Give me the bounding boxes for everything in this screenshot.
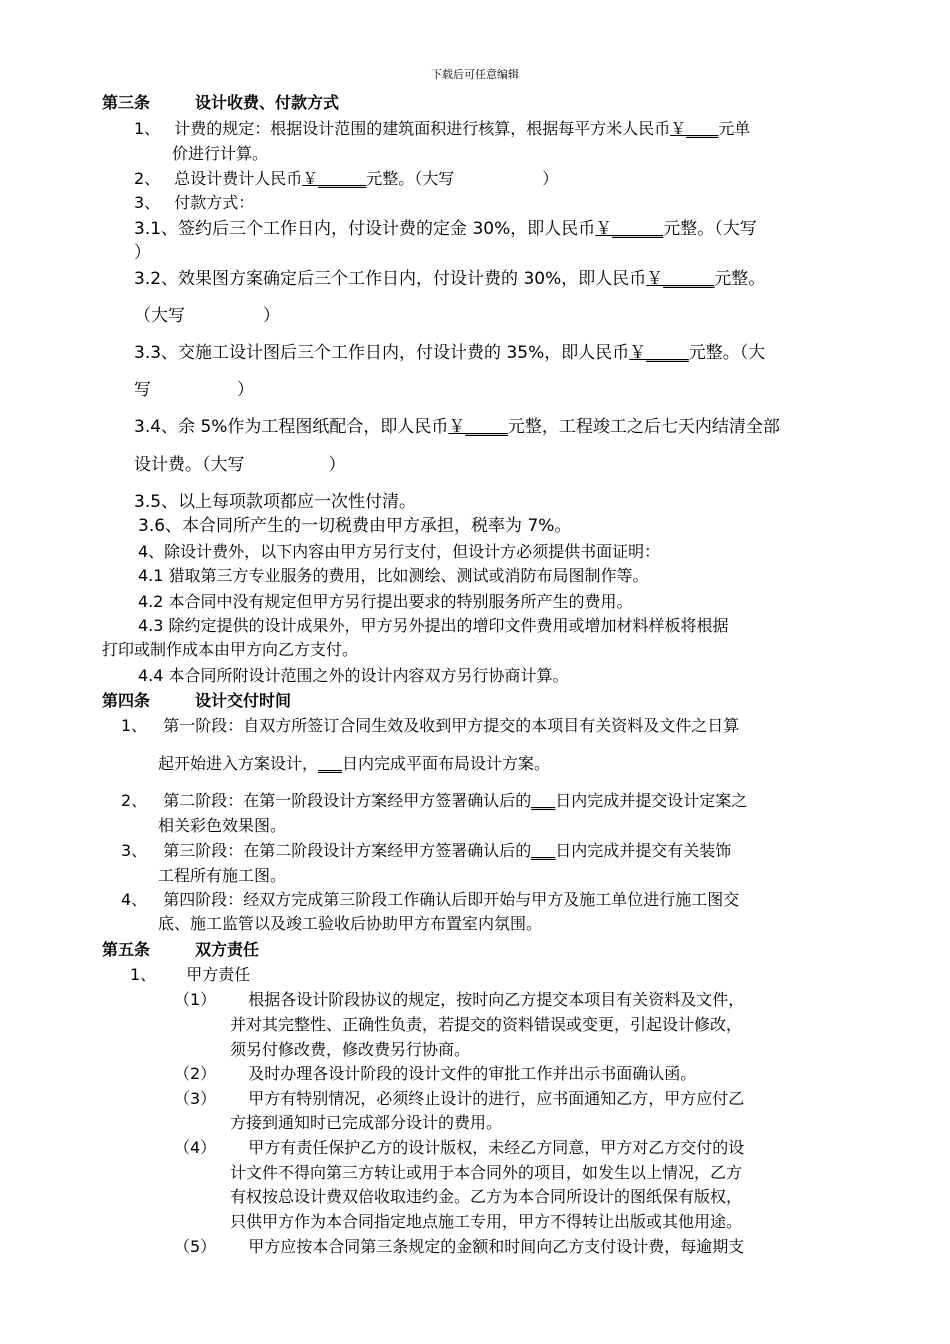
s3-para-3-1-amount-blank: ￥______ — [595, 219, 664, 239]
s5-resp-3-text: 甲方有特别情况，必须终止设计的进行，应书面通知乙方，甲方应付乙 — [248, 1089, 745, 1108]
s4-item-2-text: 第二阶段：在第一阶段设计方案经甲方签署确认后的 — [163, 791, 532, 810]
s5-resp-5-text: 甲方应按本合同第三条规定的金额和时间向乙方支付设计费，每逾期支 — [248, 1237, 745, 1256]
s5-resp-2-text: 及时办理各设计阶段的设计文件的审批工作并出示书面确认函。 — [248, 1064, 697, 1083]
s4-item-2-days-blank: ___ — [531, 791, 556, 810]
s4-item-1-line-2 — [158, 753, 550, 775]
s3-item-2-text: 总设计费计人民币 — [174, 169, 303, 188]
s4-item-2-line-1 — [121, 790, 747, 812]
s5-resp-4-number: （4） — [174, 1138, 217, 1157]
s3-item-2-close: ） — [542, 169, 559, 188]
s4-item-1-number: 1、 — [121, 716, 148, 735]
s3-para-4-1: 4.1 猎取第三方专业服务的费用，比如测绘、测试或消防布局图制作等。 — [138, 566, 649, 585]
s3-item-1-number: 1、 — [134, 119, 161, 138]
s3-para-4: 4、除设计费外，以下内容由甲方另行支付，但设计方必须提供书面证明： — [138, 542, 661, 561]
s3-item-1-amount-blank: ￥____ — [670, 119, 719, 138]
section-3-heading: 设计收费、付款方式 — [195, 93, 340, 112]
s5-resp-1-line-3: 须另付修改费，修改费另行协商。 — [230, 1040, 471, 1059]
s4-item-1-text-2: 起开始进入方案设计， — [158, 754, 319, 773]
s3-para-3-4-text-end: 元整，工程竣工之后七天内结清全部 — [507, 417, 780, 437]
s4-item-3-days-blank: ___ — [531, 841, 556, 860]
s4-item-3-text-end: 日内完成并提交有关装饰 — [555, 841, 732, 860]
s3-para-3-1-text-end: 元整。（大写 — [663, 219, 757, 239]
s3-para-3-4-close: ） — [328, 455, 346, 475]
s5-resp-1-line-2: 并对其完整性、正确性负责，若提交的资料错误或变更，引起设计修改， — [230, 1015, 743, 1034]
s4-item-3-line-1 — [121, 840, 731, 862]
s4-item-4-line-2: 底、施工监管以及竣工验收后协助甲方布置室内氛围。 — [158, 914, 543, 933]
s3-para-3-3-close: ） — [237, 380, 254, 400]
s4-item-4-text: 第四阶段：经双方完成第三阶段工作确认后即开始与甲方及施工单位进行施工图交 — [163, 890, 740, 909]
s3-para-3-4-line-2 — [134, 454, 346, 476]
s3-para-3-4-amount-blank: ￥_____ — [448, 417, 508, 437]
s3-para-3-3-amount-blank: ￥_____ — [629, 343, 689, 363]
s3-para-3-2-amount-blank: ￥______ — [646, 269, 715, 289]
section-5-title — [102, 939, 259, 961]
s3-para-4-4: 4.4 本合同所附设计范围之外的设计内容双方另行协商计算。 — [138, 666, 569, 685]
s3-para-3-4-line-1 — [134, 416, 780, 438]
s3-item-2 — [134, 168, 558, 190]
s3-para-3-4-text: 3.4、余 5%作为工程图纸配合，即人民币 — [134, 417, 449, 437]
s5-item-1-number: 1、 — [130, 965, 157, 984]
s3-para-3-3-line-1 — [134, 342, 765, 364]
s3-para-3-2-daxie: （大写 — [134, 306, 185, 326]
page-header: 下载后可任意编辑 — [431, 68, 519, 81]
section-3-title — [102, 92, 339, 114]
s5-resp-2 — [174, 1063, 696, 1085]
s3-para-3-1-line-1 — [134, 218, 757, 240]
section-5-number: 第五条 — [102, 940, 151, 959]
s3-item-1-line-2: 价进行计算。 — [172, 144, 269, 163]
s3-para-3-2-close: ） — [263, 306, 280, 326]
s5-resp-3-line-1 — [174, 1088, 744, 1110]
s3-para-3-3-xie: 写 — [134, 380, 151, 400]
s5-resp-4-line-1 — [174, 1137, 744, 1159]
s4-item-1-line-1 — [121, 715, 739, 737]
s4-item-1-text-3: 日内完成平面布局设计方案。 — [342, 754, 551, 773]
s5-resp-2-number: （2） — [174, 1064, 217, 1083]
s4-item-1-text: 第一阶段：自双方所签订合同生效及收到甲方提交的本项目有关资料及文件之日算 — [163, 716, 740, 735]
s4-item-3-number: 3、 — [121, 841, 148, 860]
s3-para-3-5: 3.5、以上每项款项都应一次性付清。 — [134, 492, 417, 512]
s3-para-4-3-line-1: 4.3 除约定提供的设计成果外，甲方另外提出的增印文件费用或增加材料样板将根据 — [138, 616, 729, 635]
s3-para-4-2: 4.2 本合同中没有规定但甲方另行提出要求的特别服务所产生的费用。 — [138, 592, 633, 611]
s5-resp-3-number: （3） — [174, 1089, 217, 1108]
s4-item-2-text-end: 日内完成并提交设计定案之 — [555, 791, 748, 810]
s4-item-1-days-blank: ___ — [318, 754, 343, 773]
section-4-heading: 设计交付时间 — [195, 691, 292, 710]
s4-item-2-number: 2、 — [121, 791, 148, 810]
s3-para-3-2-line-2 — [134, 305, 280, 327]
s5-resp-1-text: 根据各设计阶段协议的规定，按时向乙方提交本项目有关资料及文件， — [248, 990, 745, 1009]
s3-para-3-1-line-2: ） — [134, 243, 151, 263]
s3-para-3-1-text: 3.1、签约后三个工作日内，付设计费的定金 30%，即人民币 — [134, 219, 596, 239]
s3-item-3 — [134, 192, 254, 214]
s3-para-3-4-text-2: 设计费。（大写 — [134, 455, 245, 475]
s5-item-1 — [130, 964, 250, 986]
section-3-number: 第三条 — [102, 93, 151, 112]
s3-para-3-2-text: 3.2、效果图方案确定后三个工作日内，付设计费的 30%，即人民币 — [134, 269, 647, 289]
s4-item-4-line-1 — [121, 889, 739, 911]
section-5-heading: 双方责任 — [195, 940, 260, 959]
s5-resp-4-line-2: 计文件不得向第三方转让或用于本合同外的项目，如发生以上情况，乙方 — [230, 1163, 743, 1182]
s3-item-1-text: 计费的规定：根据设计范围的建筑面积进行核算，根据每平方米人民币 — [174, 119, 671, 138]
s3-item-3-text: 付款方式： — [174, 193, 255, 212]
section-4-title — [102, 690, 291, 712]
s5-resp-1-line-1 — [174, 989, 744, 1011]
s4-item-4-number: 4、 — [121, 890, 148, 909]
s5-resp-5-number: （5） — [174, 1237, 217, 1256]
s3-item-2-amount-blank: ￥______ — [302, 169, 367, 188]
s5-resp-1-number: （1） — [174, 990, 217, 1009]
s3-para-3-3-text: 3.3、交施工设计图后三个工作日内，付设计费的 35%，即人民币 — [134, 343, 630, 363]
s4-item-3-line-2: 工程所有施工图。 — [158, 866, 287, 885]
s3-para-3-2-line-1 — [134, 268, 765, 290]
s5-resp-4-text: 甲方有责任保护乙方的设计版权，未经乙方同意，甲方对乙方交付的设 — [248, 1138, 745, 1157]
s3-para-3-3-line-2 — [134, 379, 254, 401]
section-4-number: 第四条 — [102, 691, 151, 710]
s3-item-1-line-1 — [134, 118, 750, 140]
s5-item-1-text: 甲方责任 — [186, 965, 251, 984]
s3-item-2-number: 2、 — [134, 169, 161, 188]
s3-para-3-6: 3.6、本合同所产生的一切税费由甲方承担，税率为 7%。 — [138, 516, 572, 536]
s3-para-3-3-text-end: 元整。（大 — [688, 343, 766, 363]
s4-item-2-line-2: 相关彩色效果图。 — [158, 816, 287, 835]
s5-resp-4-line-4: 只供甲方作为本合同指定地点施工专用，甲方不得转让出版或其他用途。 — [230, 1212, 743, 1231]
s3-item-3-number: 3、 — [134, 193, 161, 212]
s3-item-1-text-end: 元单 — [718, 119, 751, 138]
s3-para-4-3-line-2: 打印或制作成本由甲方向乙方支付。 — [102, 640, 359, 659]
s5-resp-4-line-3: 有权按总设计费双倍收取违约金。乙方为本合同所设计的图纸保有版权， — [230, 1187, 743, 1206]
s5-resp-5-line-1 — [174, 1236, 744, 1258]
s3-para-3-2-text-end: 元整。 — [714, 269, 766, 289]
s3-item-2-text-end: 元整。（大写 — [366, 169, 455, 188]
s5-resp-3-line-2: 方接到通知时已完成部分设计的费用。 — [230, 1113, 503, 1132]
s4-item-3-text: 第三阶段：在第二阶段设计方案经甲方签署确认后的 — [163, 841, 532, 860]
